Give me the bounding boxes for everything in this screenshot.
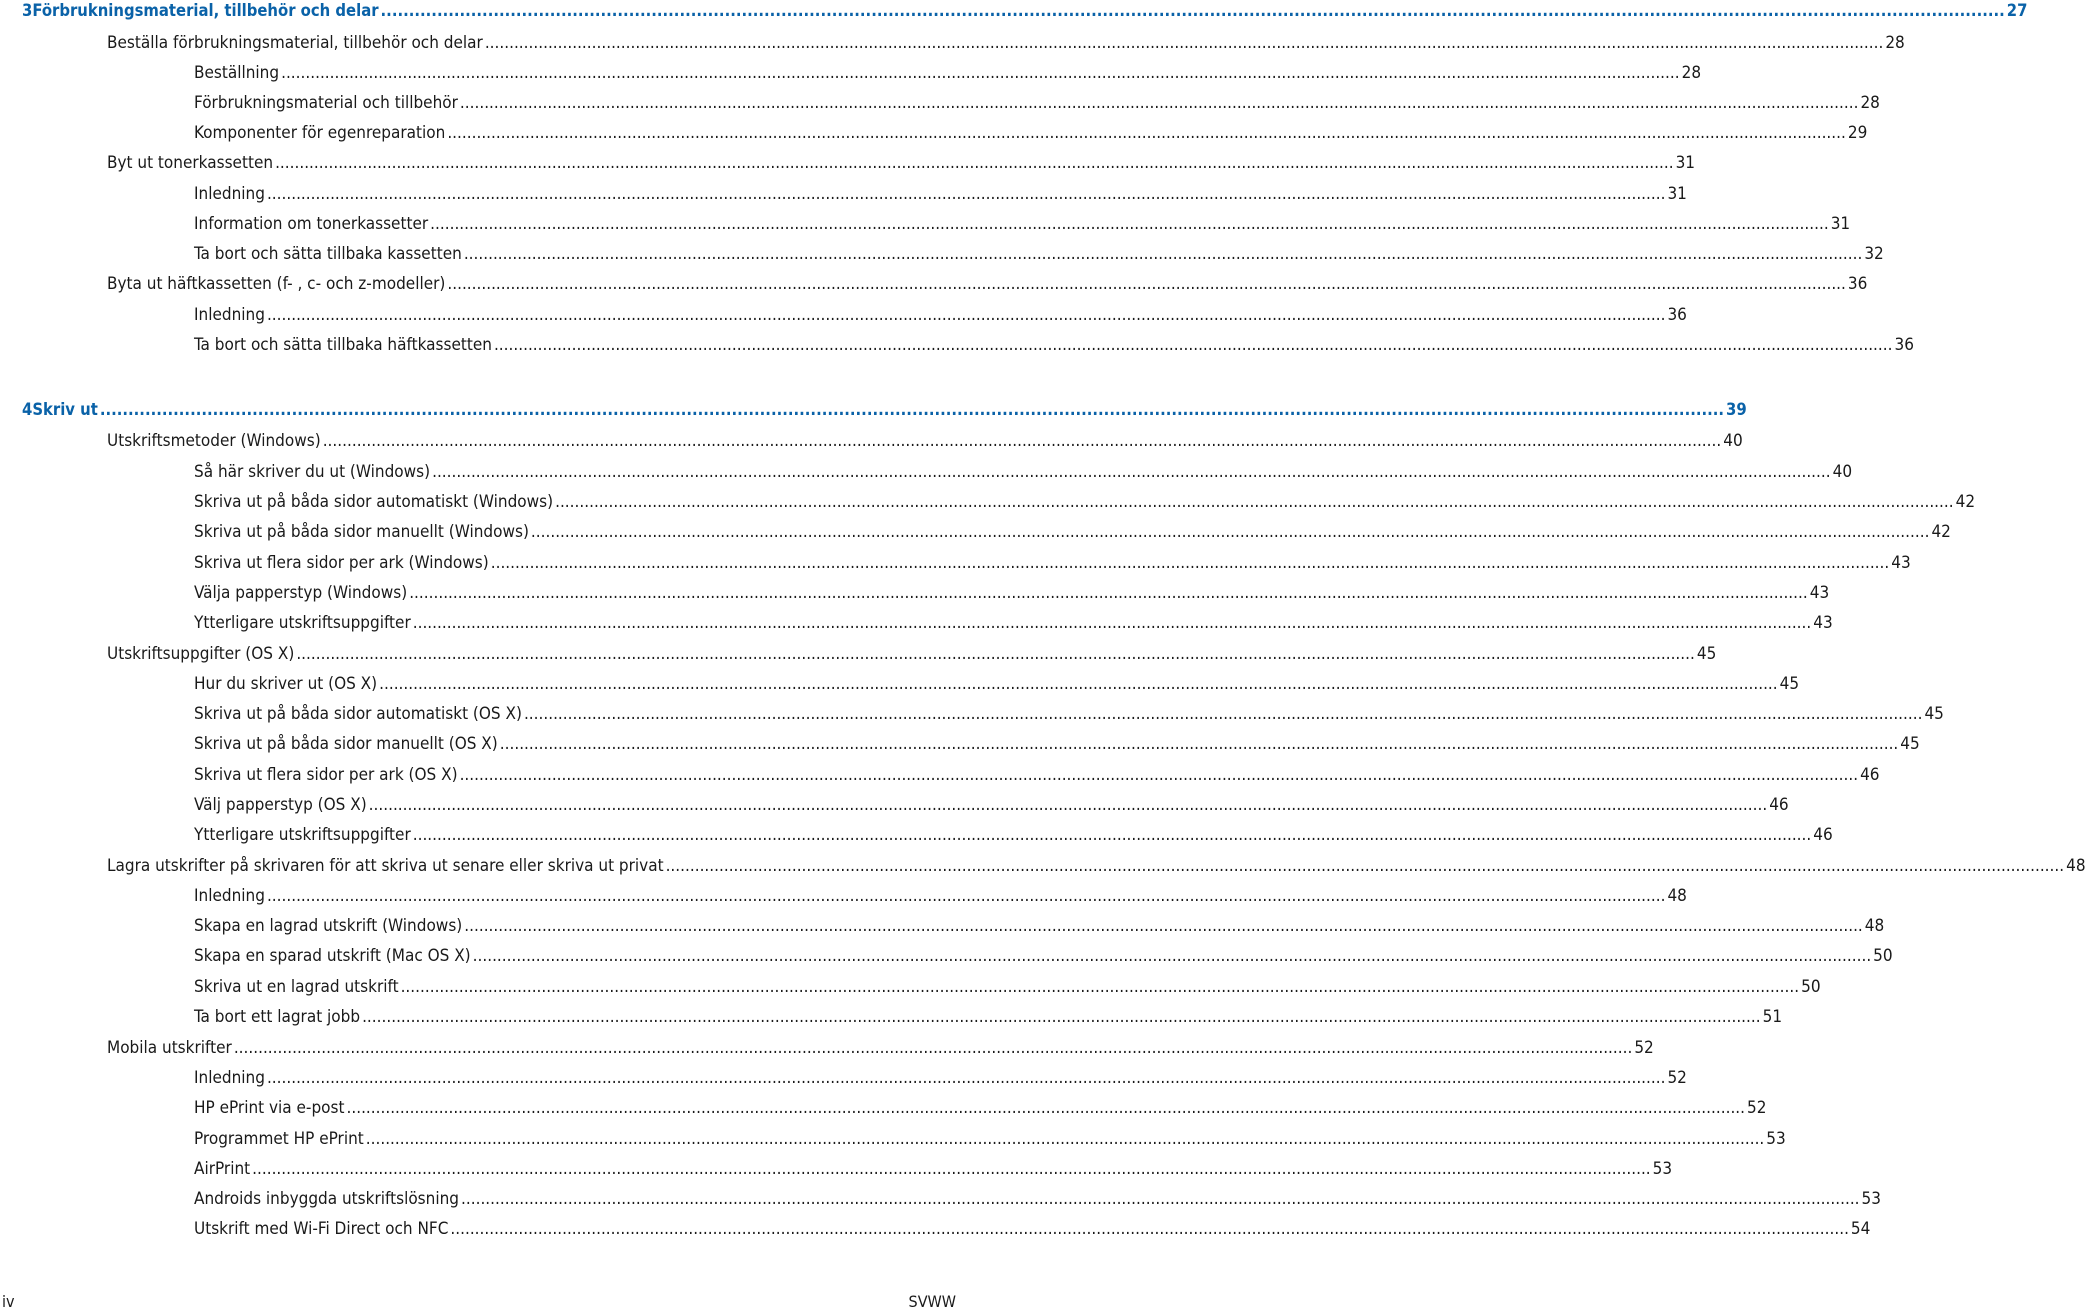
toc-leader-dots — [267, 885, 1666, 907]
toc-entry-title: Beställa förbrukningsmaterial, tillbehör och delar — [107, 33, 483, 53]
toc-entry-title: Skriva ut flera sidor per ark (Windows) — [194, 553, 489, 573]
toc-entry[interactable] — [0, 491, 1976, 513]
toc-entry-title: Mobila utskrifter — [107, 1038, 232, 1058]
toc-leader-dots — [447, 273, 1846, 295]
toc-page-number: 48 — [1864, 916, 1885, 936]
toc-entry[interactable] — [0, 1067, 1687, 1089]
toc-page-number: 28 — [1885, 33, 1905, 53]
toc-entry[interactable] — [0, 643, 1717, 665]
toc-entry-title: Förbrukningsmaterial och tillbehör — [194, 93, 458, 113]
toc-entry[interactable] — [0, 1097, 1767, 1119]
toc-leader-dots — [296, 643, 1695, 665]
toc-page-number: 48 — [1667, 886, 1687, 906]
toc-leader-dots — [267, 1067, 1666, 1089]
toc-leader-dots — [461, 1188, 1860, 1210]
toc-leader-dots — [555, 491, 1954, 513]
toc-leader-dots — [413, 824, 1812, 846]
toc-entry-title: Skriva ut på båda sidor automatiskt (OS X) — [194, 704, 522, 724]
toc-leader-dots — [450, 1218, 1849, 1240]
toc-entry-title: Skriva ut en lagrad utskrift — [194, 977, 399, 997]
toc-leader-dots — [447, 122, 1846, 144]
toc-entry-title: Välj papperstyp (OS X) — [194, 795, 367, 815]
toc-page-number: 36 — [1667, 305, 1687, 325]
toc-entry[interactable] — [0, 273, 1868, 295]
toc-leader-dots — [494, 334, 1893, 356]
toc-entry-title: Ytterligare utskriftsuppgifter — [194, 825, 411, 845]
toc-entry[interactable] — [0, 1006, 1783, 1028]
toc-entry-title: Inledning — [194, 1068, 265, 1088]
toc-entry[interactable] — [0, 304, 1687, 326]
toc-entry-title: Välja papperstyp (Windows) — [194, 583, 408, 603]
toc-entry-title: Ytterligare utskriftsuppgifter — [194, 613, 411, 633]
toc-entry[interactable] — [0, 92, 1880, 114]
toc-leader-dots — [267, 183, 1666, 205]
toc-page-number: 43 — [1891, 553, 1911, 573]
toc-page-number: 42 — [1931, 522, 1951, 542]
toc-entry[interactable] — [0, 243, 1884, 265]
toc-entry[interactable] — [0, 152, 1696, 174]
toc-chapter-number: 4 — [22, 400, 33, 419]
toc-leader-dots — [381, 0, 2005, 22]
toc-page-number: 32 — [1864, 244, 1884, 264]
toc-leader-dots — [485, 32, 1884, 54]
toc-leader-dots — [531, 521, 1930, 543]
toc-leader-dots — [252, 1158, 1651, 1180]
toc-page-number: 27 — [2006, 1, 2028, 20]
toc-entry-title: Skriv ut — [32, 400, 98, 419]
toc-entry-title: Information om tonerkassetter — [194, 214, 429, 234]
toc-entry[interactable] — [0, 1037, 1654, 1059]
toc-page-number: 50 — [1801, 977, 1821, 997]
toc-entry-title: HP ePrint via e-post — [194, 1098, 345, 1118]
toc-entry-title: Ta bort och sätta tillbaka kassetten — [194, 244, 462, 264]
footer-doc-code: SVWW — [908, 1292, 956, 1311]
toc-page-number: 52 — [1747, 1098, 1767, 1118]
toc-page-number: 28 — [1681, 63, 1702, 83]
toc-page-number: 45 — [1924, 704, 1944, 724]
toc-entry-title: Androids inbyggda utskriftslösning — [194, 1189, 460, 1209]
toc-chapter-3[interactable] — [22, 0, 2028, 22]
toc-chapter-4[interactable] — [22, 399, 1747, 421]
toc-entry-title: Skriva ut på båda sidor manuellt (Windows) — [194, 522, 529, 542]
toc-chapter-number: 3 — [22, 1, 33, 20]
toc-page-number: 50 — [1873, 946, 1893, 966]
toc-leader-dots — [460, 92, 1859, 114]
toc-entry[interactable] — [0, 1188, 1881, 1210]
toc-page-number: 40 — [1832, 462, 1853, 482]
toc-entry[interactable] — [0, 122, 1868, 144]
toc-page-number: 31 — [1667, 184, 1687, 204]
toc-leader-dots — [464, 243, 1863, 265]
toc-leader-dots — [666, 855, 2065, 877]
toc-entry[interactable] — [0, 915, 1885, 937]
toc-entry[interactable] — [0, 334, 1914, 356]
toc-page-number: 40 — [1723, 431, 1743, 451]
toc-page-number: 29 — [1847, 123, 1868, 143]
toc-page-number: 43 — [1813, 613, 1833, 633]
toc-entry[interactable] — [0, 976, 1821, 998]
toc-entry[interactable] — [0, 612, 1833, 634]
toc-entry-title: Ta bort och sätta tillbaka häftkassetten — [194, 335, 492, 355]
toc-entry[interactable] — [0, 582, 1830, 604]
toc-entry[interactable] — [0, 764, 1880, 786]
toc-leader-dots — [500, 733, 1899, 755]
toc-entry-title: Så här skriver du ut (Windows) — [194, 462, 431, 482]
toc-entry[interactable] — [0, 1158, 1673, 1180]
toc-entry[interactable] — [0, 673, 1800, 695]
footer-page-number: iv — [2, 1292, 15, 1311]
toc-entry-title: Skriva ut flera sidor per ark (OS X) — [194, 765, 458, 785]
toc-entry-title: Utskriftsmetoder (Windows) — [107, 431, 321, 451]
toc-page-number: 36 — [1847, 274, 1868, 294]
toc-entry[interactable] — [0, 32, 1905, 54]
toc-entry[interactable] — [0, 183, 1687, 205]
toc-entry[interactable] — [0, 552, 1911, 574]
toc-leader-dots — [323, 430, 1722, 452]
toc-entry[interactable] — [0, 213, 1851, 235]
toc-leader-dots — [100, 399, 1724, 421]
toc-page-number: 51 — [1762, 1007, 1783, 1027]
toc-entry[interactable] — [0, 885, 1687, 907]
toc-entry-title: Utskrift med Wi-Fi Direct och NFC — [194, 1219, 449, 1239]
toc-leader-dots — [379, 673, 1778, 695]
toc-page-number: 43 — [1809, 583, 1830, 603]
toc-entry-title: Beställning — [194, 63, 280, 83]
toc-entry[interactable] — [0, 824, 1833, 846]
toc-entry-title: Skapa en lagrad utskrift (Windows) — [194, 916, 463, 936]
toc-leader-dots — [432, 461, 1831, 483]
toc-leader-dots — [347, 1097, 1746, 1119]
toc-entry[interactable] — [0, 430, 1743, 452]
toc-leader-dots — [267, 304, 1666, 326]
toc-page-number: 36 — [1894, 335, 1914, 355]
toc-entry[interactable] — [0, 945, 1893, 967]
toc-page-number: 48 — [2066, 856, 2086, 876]
toc-entry[interactable] — [0, 62, 1702, 84]
toc-page-number: 45 — [1779, 674, 1800, 694]
toc-entry[interactable] — [0, 855, 2086, 877]
toc-leader-dots — [275, 152, 1674, 174]
toc-entry-title: AirPrint — [194, 1159, 251, 1179]
toc-entry-title: Skapa en sparad utskrift (Mac OS X) — [194, 946, 471, 966]
toc-entry[interactable] — [0, 461, 1853, 483]
toc-leader-dots — [464, 915, 1863, 937]
toc-page-number: 46 — [1813, 825, 1833, 845]
toc-entry-title: Utskriftsuppgifter (OS X) — [107, 644, 295, 664]
toc-entry[interactable] — [0, 1128, 1786, 1150]
toc-entry[interactable] — [0, 794, 1789, 816]
toc-leader-dots — [430, 213, 1829, 235]
toc-page-number: 52 — [1667, 1068, 1687, 1088]
toc-entry-title: Komponenter för egenreparation — [194, 123, 446, 143]
toc-page-number: 54 — [1850, 1219, 1871, 1239]
toc-page-number: 46 — [1860, 765, 1880, 785]
toc-page-number: 53 — [1861, 1189, 1881, 1209]
toc-leader-dots — [409, 582, 1808, 604]
toc-entry-title: Förbrukningsmaterial, tillbehör och delar — [32, 1, 379, 20]
toc-leader-dots — [234, 1037, 1633, 1059]
toc-entry-title: Skriva ut på båda sidor manuellt (OS X) — [194, 734, 498, 754]
toc-page-number: 52 — [1634, 1038, 1654, 1058]
toc-page-number: 46 — [1769, 795, 1789, 815]
toc-leader-dots — [413, 612, 1812, 634]
toc-entry-title: Hur du skriver ut (OS X) — [194, 674, 378, 694]
toc-leader-dots — [401, 976, 1800, 998]
toc-page-number: 31 — [1675, 153, 1696, 173]
toc-page-number: 53 — [1766, 1129, 1786, 1149]
toc-leader-dots — [362, 1006, 1761, 1028]
toc-entry-title: Byt ut tonerkassetten — [107, 153, 274, 173]
toc-entry-title: Ta bort ett lagrat jobb — [194, 1007, 361, 1027]
toc-leader-dots — [369, 794, 1768, 816]
toc-leader-dots — [281, 62, 1680, 84]
toc-entry-title: Inledning — [194, 184, 265, 204]
toc-entry[interactable] — [0, 703, 1944, 725]
toc-leader-dots — [524, 703, 1923, 725]
toc-page-number: 42 — [1955, 492, 1976, 512]
toc-entry[interactable] — [0, 521, 1951, 543]
toc-page-number: 45 — [1900, 734, 1920, 754]
toc-leader-dots — [460, 764, 1859, 786]
toc-leader-dots — [366, 1128, 1765, 1150]
toc-leader-dots — [473, 945, 1872, 967]
toc-page-number: 45 — [1696, 644, 1717, 664]
toc-entry-title: Inledning — [194, 305, 265, 325]
toc-page-number: 28 — [1860, 93, 1880, 113]
toc-page-number: 31 — [1830, 214, 1851, 234]
toc-entry-title: Inledning — [194, 886, 265, 906]
toc-entry-title: Programmet HP ePrint — [194, 1129, 364, 1149]
toc-entry-title: Byta ut häftkassetten (f- , c- och z-modeller) — [107, 274, 446, 294]
toc-page-number: 53 — [1652, 1159, 1673, 1179]
toc-page-number: 39 — [1726, 400, 1747, 419]
toc-entry-title: Skriva ut på båda sidor automatiskt (Windows) — [194, 492, 554, 512]
toc-leader-dots — [491, 552, 1890, 574]
toc-entry-title: Lagra utskrifter på skrivaren för att skriva ut senare eller skriva ut privat — [107, 856, 664, 876]
toc-entry[interactable] — [0, 1218, 1871, 1240]
toc-entry[interactable] — [0, 733, 1920, 755]
